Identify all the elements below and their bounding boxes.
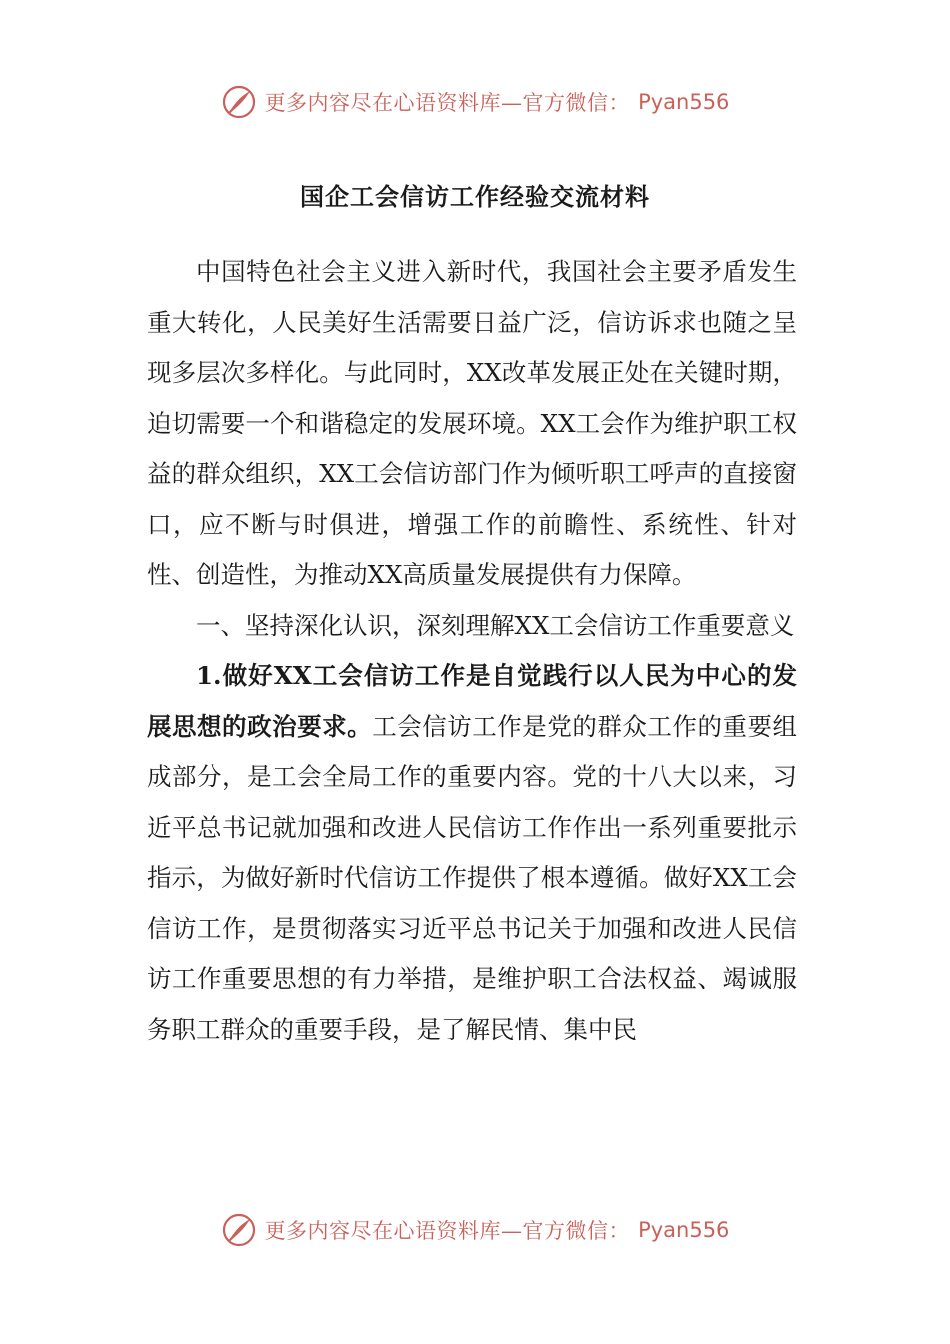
banner-wechat-id: Pyan556	[638, 90, 730, 114]
footer-watermark-banner	[0, 1210, 950, 1250]
document-title: 国企工会信访工作经验交流材料	[300, 183, 650, 211]
banner-text: 更多内容尽在心语资料库—官方微信：	[264, 91, 631, 115]
document-body	[147, 247, 797, 1055]
banner-wechat-id: Pyan556	[638, 1218, 730, 1242]
paragraph	[147, 651, 797, 1055]
section-heading: 一、坚持深化认识，深刻理解XX工会信访工作重要意义	[196, 610, 795, 640]
paragraph-lead-bold: 1.做好XX工会信访工作是自觉践行以人民为中心的发展思想的政治要求。	[147, 661, 797, 741]
paragraph-text: 工会信访工作是党的群众工作的重要组成部分，是工会全局工作的重要内容。党的十八大以来，习近平总书记就加强和改进人民信访工作作出一系列重要批示指示，为做好新时代信访工作提供了根本遵循。做好XX工会信访工作，是贯彻落实习近平总书记关于加强和改进人民信访工作重要思想的有力举措，是维护职工合法权益、竭诚服务职工群众的重要手段，是了解民情、集中民	[147, 711, 798, 1044]
paragraph: 中国特色社会主义进入新时代，我国社会主要矛盾发生重大转化，人民美好生活需要日益广泛，信访诉求也随之呈现多层次多样化。与此同时，XX改革发展正处在关键时期，迫切需要一个和谐稳定的发展环境。XX工会作为维护职工权益的群众组织，XX工会信访部门作为倾听职工呼声的直接窗口，应不断与时俱进，增强工作的前瞻性、系统性、针对性、创造性，为推动XX高质量发展提供有力保障。	[147, 257, 797, 589]
header-watermark-banner	[0, 82, 950, 122]
quill-pen-logo-icon	[221, 1212, 257, 1248]
banner-text: 更多内容尽在心语资料库—官方微信：	[264, 1219, 631, 1243]
quill-pen-logo-icon	[221, 84, 257, 120]
